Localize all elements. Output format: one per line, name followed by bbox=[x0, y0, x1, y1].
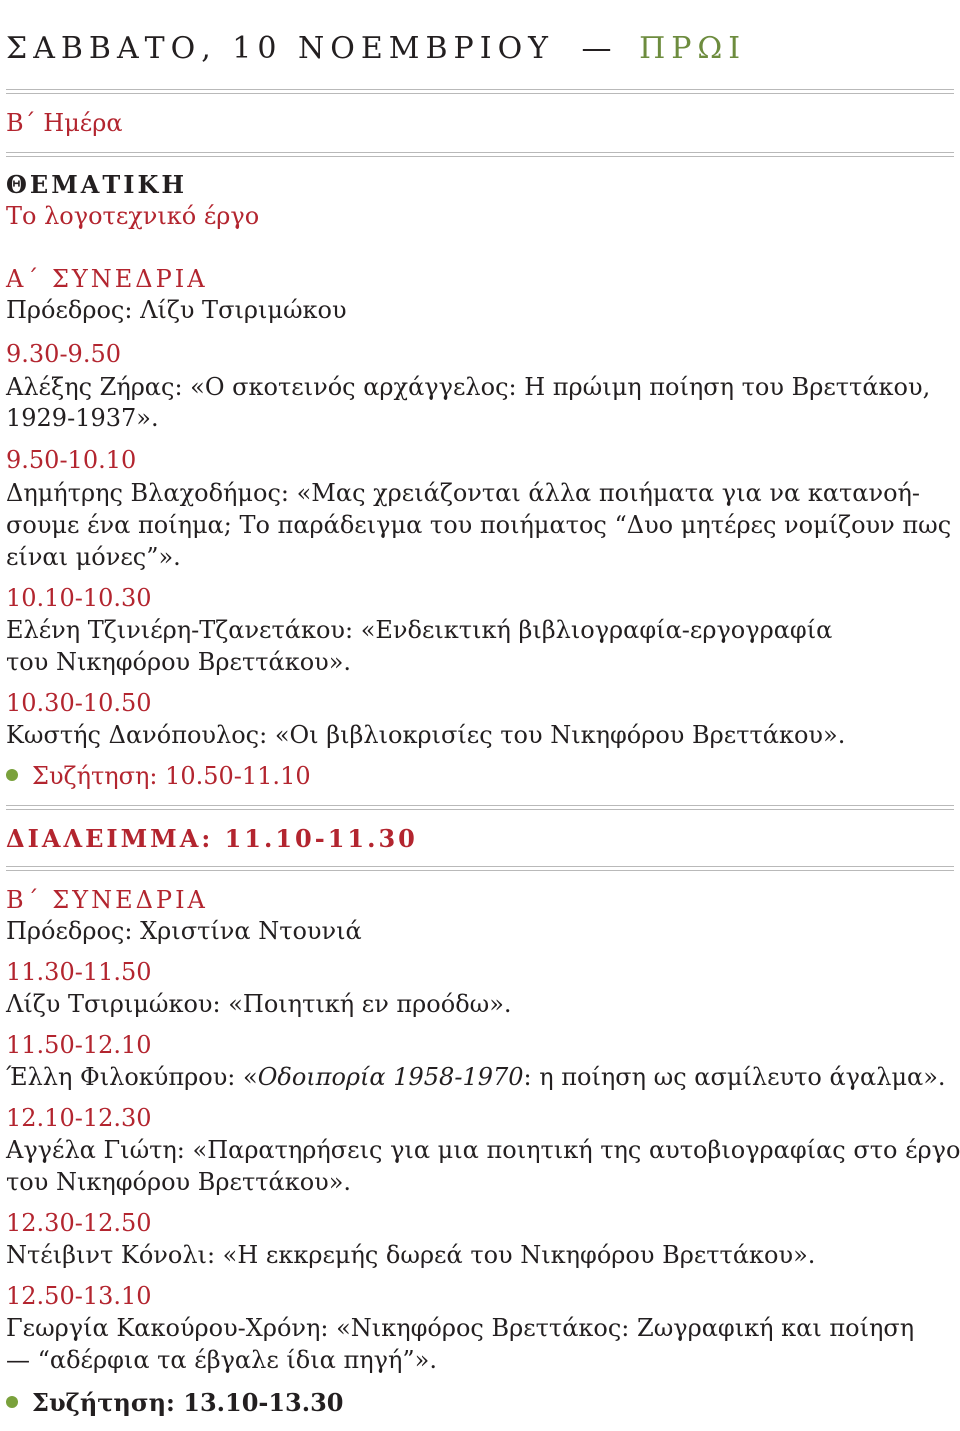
talk-title-italic: Οδοιπορία 1958-1970 bbox=[257, 1063, 524, 1091]
talk-time: 11.30-11.50 bbox=[6, 958, 152, 986]
discussion-item bbox=[6, 761, 311, 791]
discussion-text: Συζήτηση: 10.50-11.10 bbox=[32, 762, 311, 790]
talk-text: του Νικηφόρου Βρεττάκου». bbox=[6, 1168, 352, 1196]
talk-text: Αλέξης Ζήρας: «Ο σκοτεινός αρχάγγελος: Η πρώιμη ποίηση του Βρεττάκου, bbox=[6, 373, 931, 401]
talk-time: 11.50-12.10 bbox=[6, 1031, 152, 1059]
talk-text: Κωστής Δανόπουλος: «Οι βιβλιοκρισίες του Νικηφόρου Βρεττάκου». bbox=[6, 721, 846, 749]
page-header bbox=[6, 31, 746, 67]
talk-time: 12.50-13.10 bbox=[6, 1282, 152, 1310]
talk-time: 10.30-10.50 bbox=[6, 689, 152, 717]
talk-text: Αγγέλα Γιώτη: «Παρατηρήσεις για μια ποιητική της αυτοβιογραφίας στο έργο bbox=[6, 1136, 960, 1164]
header-part: ΠΡΩΙ bbox=[639, 31, 747, 66]
bullet-icon bbox=[6, 769, 18, 781]
talk-text-pre: Έλλη Φιλοκύπρου: « bbox=[6, 1063, 258, 1091]
talk-text: Ντέιβιντ Κόνολι: «Η εκκρεμής δωρεά του Νικηφόρου Βρεττάκου». bbox=[6, 1241, 816, 1269]
talk-text: σουμε ένα ποίημα; Το παράδειγμα του ποιήματος “Δυο μητέρες νομίζουν πως bbox=[6, 511, 952, 539]
talk-time: 12.30-12.50 bbox=[6, 1209, 152, 1237]
theme-label: ΘΕΜΑΤΙΚΗ bbox=[6, 170, 188, 199]
discussion-item bbox=[6, 1388, 344, 1418]
talk-time: 9.30-9.50 bbox=[6, 340, 121, 368]
session-b-label: Β΄ ΣΥΝΕΔΡΙΑ bbox=[6, 886, 208, 914]
talk-time: 12.10-12.30 bbox=[6, 1104, 152, 1132]
talk-text: Γεωργία Κακούρου-Χρόνη: «Νικηφόρος Βρεττάκος: Ζωγραφική και ποίηση bbox=[6, 1314, 915, 1342]
talk-text: Δημήτρης Βλαχοδήμος: «Μας χρειάζονται άλλα ποιήματα για να κατανοή- bbox=[6, 479, 921, 507]
talk-text: — “αδέρφια τα έβγαλε ίδια πηγή”». bbox=[6, 1346, 437, 1374]
divider bbox=[6, 152, 954, 157]
talk-time: 10.10-10.30 bbox=[6, 584, 152, 612]
talk-text: Ελένη Τζινιέρη-Τζανετάκου: «Ενδεικτική βιβλιογραφία-εργογραφία bbox=[6, 616, 833, 644]
talk-text: του Νικηφόρου Βρεττάκου». bbox=[6, 648, 352, 676]
talk-text-post: : η ποίηση ως ασμίλευτο άγαλμα». bbox=[523, 1063, 946, 1091]
divider bbox=[6, 805, 954, 810]
header-dash: — bbox=[581, 31, 612, 66]
talk-time: 9.50-10.10 bbox=[6, 446, 137, 474]
theme-name: Το λογοτεχνικό έργο bbox=[6, 202, 260, 230]
header-title: ΣΑΒΒΑΤΟ, 10 ΝΟΕΜΒΡΙΟΥ bbox=[6, 31, 554, 66]
talk-text bbox=[6, 1062, 946, 1092]
session-b-chair: Πρόεδρος: Χριστίνα Ντουνιά bbox=[6, 917, 362, 945]
bullet-icon bbox=[6, 1396, 18, 1408]
discussion-text: Συζήτηση: 13.10-13.30 bbox=[32, 1388, 344, 1417]
divider bbox=[6, 866, 954, 871]
talk-text: 1929-1937». bbox=[6, 404, 159, 432]
day-label: Β΄ Ημέρα bbox=[6, 109, 123, 137]
talk-text: Λίζυ Τσιριμώκου: «Ποιητική εν προόδω». bbox=[6, 990, 512, 1018]
session-a-label: Α΄ ΣΥΝΕΔΡΙΑ bbox=[6, 265, 208, 293]
break-label: ΔΙΑΛΕΙΜΜΑ: 11.10-11.30 bbox=[6, 824, 418, 853]
talk-text: είναι μόνες”». bbox=[6, 543, 181, 571]
session-a-chair: Πρόεδρος: Λίζυ Τσιριμώκου bbox=[6, 296, 347, 324]
divider bbox=[6, 89, 954, 94]
